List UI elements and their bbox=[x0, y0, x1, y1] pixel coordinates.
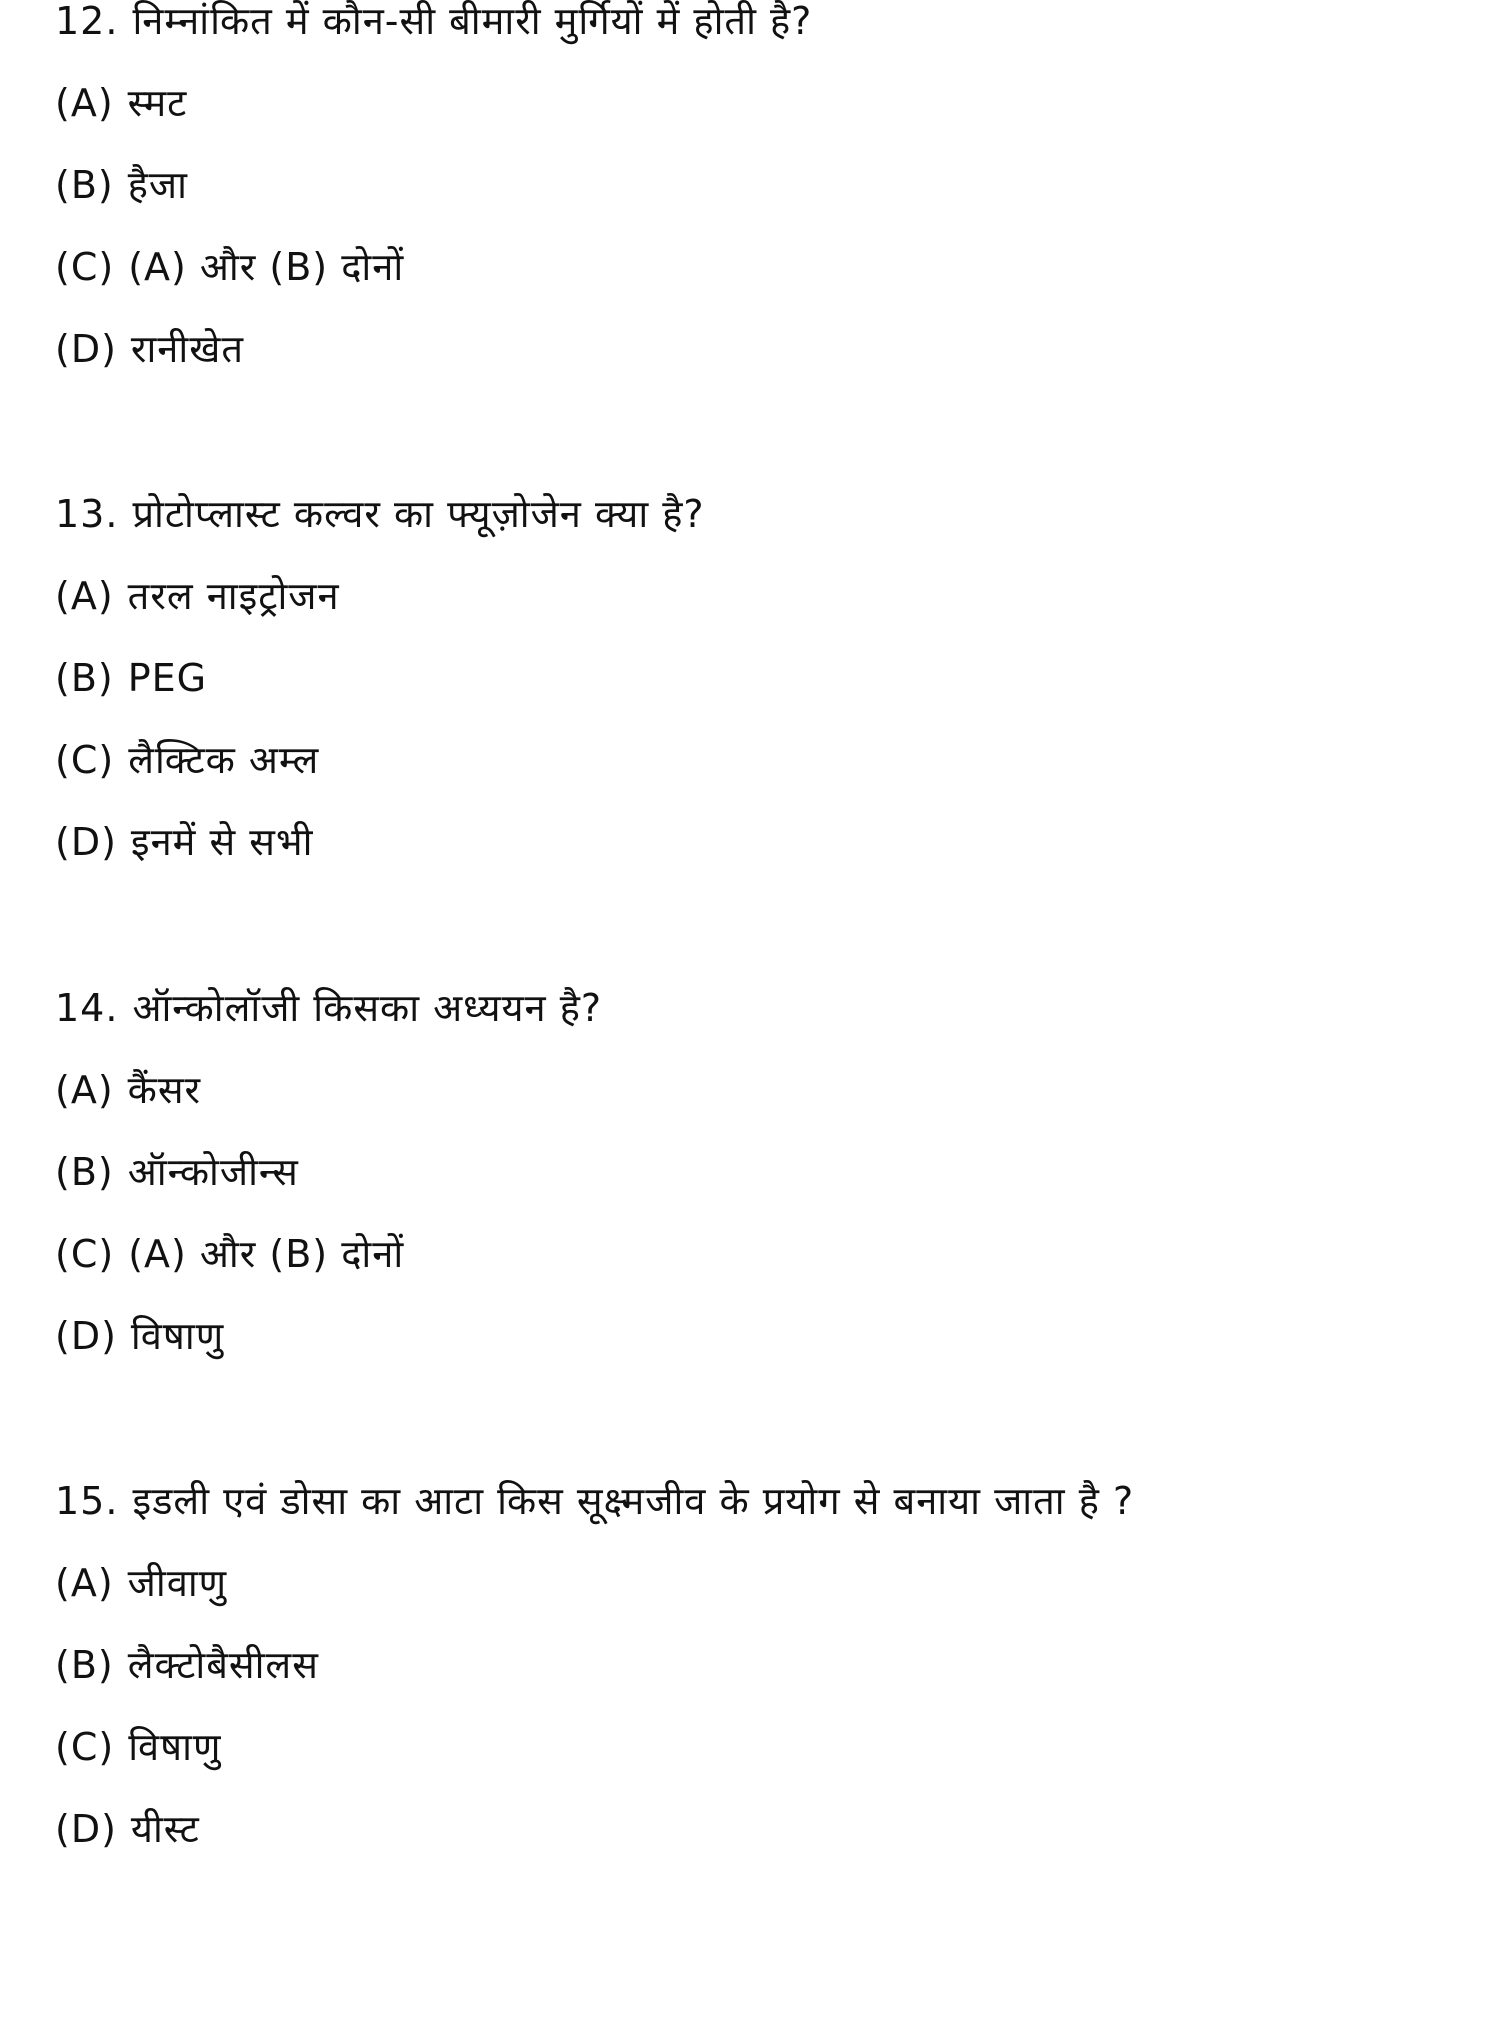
option-key: (B) bbox=[55, 1150, 114, 1194]
option-key: (B) bbox=[55, 1643, 114, 1687]
option-a bbox=[55, 62, 1455, 144]
option-text: तरल नाइट्रोजन bbox=[127, 574, 340, 618]
option-a bbox=[55, 1542, 1455, 1624]
question-text: ऑन्कोलॉजी किसका अध्ययन है? bbox=[132, 986, 603, 1030]
option-text: लैक्टिक अम्ल bbox=[128, 738, 320, 782]
option-key: (A) bbox=[55, 1561, 114, 1605]
option-a bbox=[55, 1049, 1455, 1131]
option-key: (C) bbox=[55, 1725, 115, 1769]
option-text: कैंसर bbox=[127, 1068, 202, 1112]
option-d bbox=[55, 1788, 1455, 1870]
option-text: हैजा bbox=[127, 163, 188, 207]
option-key: (C) bbox=[55, 738, 115, 782]
option-a bbox=[55, 555, 1455, 637]
option-text: रानीखेत bbox=[130, 327, 244, 371]
option-text: PEG bbox=[127, 656, 208, 700]
question-number: 14. bbox=[55, 986, 119, 1030]
option-d bbox=[55, 308, 1455, 390]
option-key: (A) bbox=[55, 81, 114, 125]
option-c bbox=[55, 719, 1455, 801]
option-key: (D) bbox=[55, 1807, 117, 1851]
option-c bbox=[55, 1706, 1455, 1788]
question-15 bbox=[55, 1460, 1455, 1870]
option-text: इनमें से सभी bbox=[130, 820, 314, 864]
option-text: विषाणु bbox=[130, 1314, 225, 1358]
option-d bbox=[55, 1295, 1455, 1377]
option-c bbox=[55, 1213, 1455, 1295]
question-stem bbox=[55, 1460, 1455, 1542]
option-b bbox=[55, 1624, 1455, 1706]
question-number: 12. bbox=[55, 0, 119, 43]
option-key: (C) bbox=[55, 245, 115, 289]
option-text: ऑन्कोजीन्स bbox=[127, 1150, 299, 1194]
question-number: 15. bbox=[55, 1479, 119, 1523]
option-text: (A) और (B) दोनों bbox=[128, 1232, 405, 1276]
option-d bbox=[55, 801, 1455, 883]
option-text: विषाणु bbox=[128, 1725, 222, 1769]
question-text: प्रोटोप्लास्ट कल्वर का फ्यूज़ोजेन क्या है? bbox=[132, 492, 705, 536]
question-14 bbox=[55, 967, 1455, 1377]
option-key: (A) bbox=[55, 1068, 114, 1112]
question-stem bbox=[55, 0, 1455, 62]
option-text: जीवाणु bbox=[127, 1561, 228, 1605]
option-key: (D) bbox=[55, 1314, 117, 1358]
option-key: (A) bbox=[55, 574, 114, 618]
option-key: (B) bbox=[55, 163, 114, 207]
question-number: 13. bbox=[55, 492, 119, 536]
question-text: निम्नांकित में कौन-सी बीमारी मुर्गियों में होती है? bbox=[132, 0, 813, 43]
question-13 bbox=[55, 473, 1455, 883]
option-b bbox=[55, 1131, 1455, 1213]
option-text: (A) और (B) दोनों bbox=[128, 245, 405, 289]
option-c bbox=[55, 226, 1455, 308]
option-b bbox=[55, 637, 1455, 719]
option-key: (C) bbox=[55, 1232, 115, 1276]
question-12 bbox=[55, 0, 1455, 390]
option-key: (D) bbox=[55, 327, 117, 371]
question-stem bbox=[55, 473, 1455, 555]
option-text: लैक्टोबैसीलस bbox=[127, 1643, 319, 1687]
option-text: स्मट bbox=[127, 81, 188, 125]
question-stem bbox=[55, 967, 1455, 1049]
option-key: (B) bbox=[55, 656, 114, 700]
option-b bbox=[55, 144, 1455, 226]
question-text: इडली एवं डोसा का आटा किस सूक्ष्मजीव के प्रयोग से बनाया जाता है ? bbox=[132, 1479, 1135, 1523]
option-key: (D) bbox=[55, 820, 117, 864]
option-text: यीस्ट bbox=[130, 1807, 200, 1851]
